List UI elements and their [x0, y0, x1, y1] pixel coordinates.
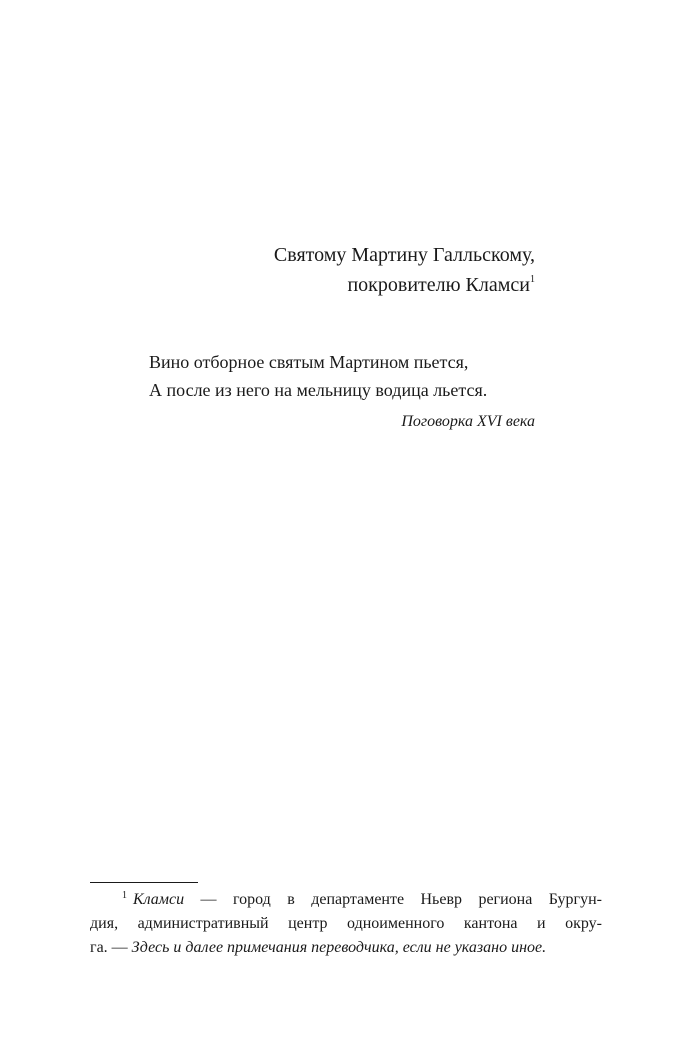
footnote-line-2: дия, административный центр одноименного кантона и окру- — [90, 915, 602, 932]
footnote-divider — [90, 882, 198, 883]
footnote — [90, 888, 602, 960]
footnote-translator-note: Здесь и далее примечания переводчика, если не указано иное. — [131, 939, 547, 956]
epigraph-attribution: Поговорка XVI века — [401, 413, 535, 430]
dedication-line-1: Святому Мартину Галльскому, — [273, 244, 535, 266]
dedication-line-2 — [274, 270, 535, 300]
footnote-mark: 1 — [122, 890, 127, 901]
epigraph-line-2: А после из него на мельницу водица льется. — [149, 380, 488, 400]
footnote-reference[interactable]: 1 — [530, 274, 535, 285]
dedication — [274, 240, 535, 300]
epigraph — [149, 348, 539, 436]
footnote-text-1: — город в департаменте Ньевр региона Бургун- — [184, 891, 602, 908]
footnote-text-3: га. — — [90, 939, 132, 956]
footnote-line-3 — [90, 936, 602, 960]
footnote-term: Кламси — [133, 891, 185, 908]
dedication-line-2-text: покровителю Кламси — [347, 274, 530, 296]
footnote-line-1 — [90, 888, 602, 912]
epigraph-line-1: Вино отборное святым Мартином пьется, — [149, 352, 469, 372]
